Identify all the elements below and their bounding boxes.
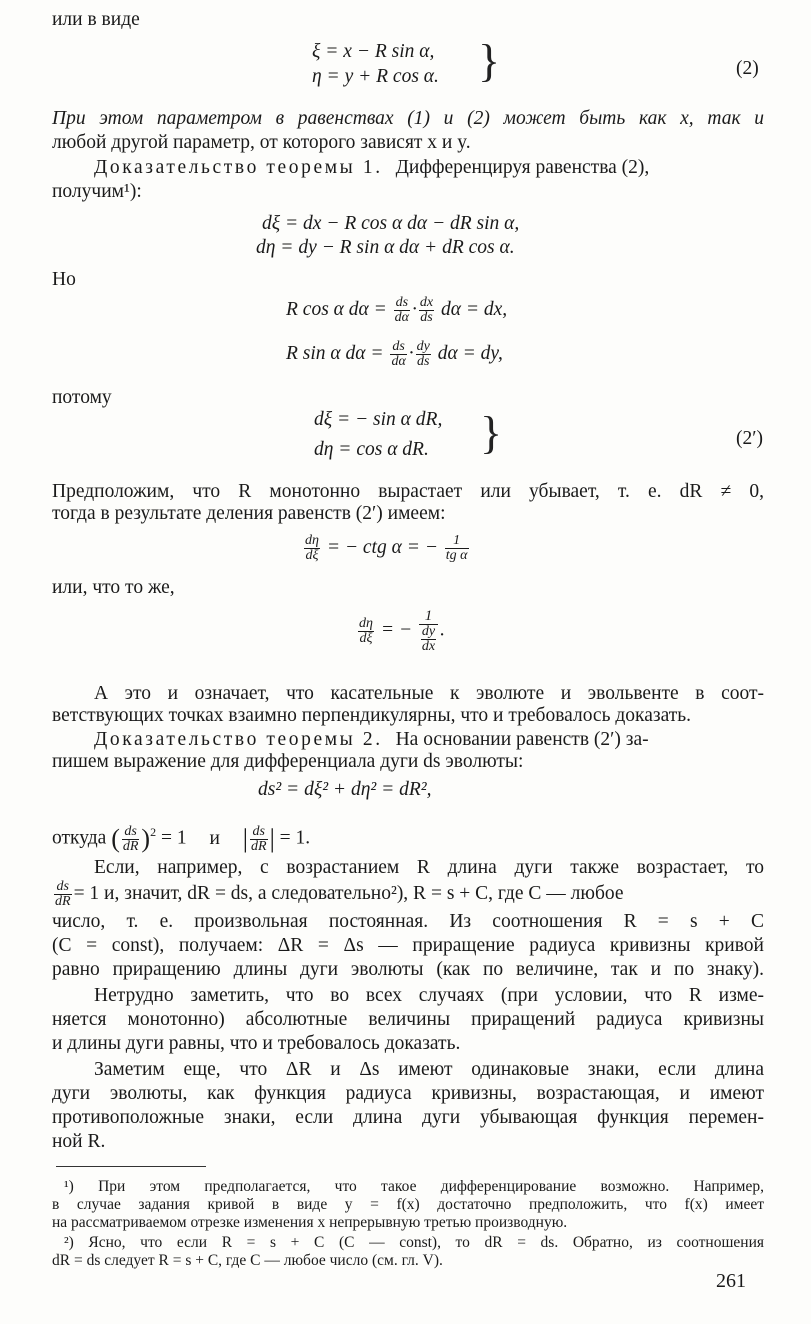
footnote-line: в случае задания кривой в виде y = f(x) достаточно предположить, что f(x) имеет [52, 1196, 764, 1213]
eq2p-line1: dξ = − sin α dR, [314, 409, 443, 430]
paragraph-line: дуги эволюты, как функция радиуса кривизны, возрастающая, и имеют [52, 1083, 764, 1104]
right-brace: } [480, 407, 503, 458]
page-number: 261 [716, 1270, 746, 1292]
fraction: 1 dy dx [419, 608, 438, 654]
paragraph-line: равно приращению длины дуги эволюты (как по величине, так и по знаку). [52, 959, 764, 980]
footnote-divider [56, 1166, 206, 1167]
equation-number: (2) [736, 58, 759, 79]
paragraph-line: няется монотонно) абсолютные величины приращений радиуса кривизны [52, 1009, 764, 1030]
intro-text: или в виде [52, 9, 140, 30]
paragraph-line: Если, например, с возрастанием R длина дуги также возрастает, то [94, 857, 764, 878]
diff-eq-line1: dξ = dx − R cos α dα − dR sin α, [262, 213, 520, 234]
rcos-equation: R cos α dα = $\frac{ds}{d\alpha}$ · $\frac{dx}{ds}$ dα = dx, [286, 295, 508, 325]
eq2p-line2: dη = cos α dR. [314, 439, 429, 460]
proof-heading-line [94, 728, 649, 752]
proof-heading-line [94, 156, 649, 180]
footnote-line: на рассматриваемом отрезке изменения x непрерывную третью производную. [52, 1214, 568, 1231]
paragraph-line: и длины дуги равны, что и требовалось доказать. [52, 1033, 461, 1054]
paragraph-line: Предположим, что R монотонно вырастает или убывает, т. е. dR ≠ 0, [52, 481, 764, 502]
paragraph-line: число, т. е. произвольная постоянная. Из соотношения R = s + C [52, 911, 764, 932]
ds2-equation: ds² = dξ² + dη² = dR², [258, 779, 432, 800]
theorem-heading: Доказательство теоремы 1. [94, 157, 383, 178]
fraction: $\frac{d\eta}{d\xi}$ [359, 615, 373, 646]
paragraph-line: Но [52, 269, 76, 290]
paragraph-line: пишем выражение для дифференциала дуги ds эволюты: [52, 751, 524, 772]
fraction: $\frac{dy}{ds}$ [416, 339, 430, 369]
paragraph-line: А это и означает, что касательные к эволюте и эвольвенте в соот- [94, 683, 764, 704]
footnote-line: ¹) При этом предполагается, что такое дифференцирование возможно. Например, [64, 1178, 764, 1195]
paragraph-line: ной R. [52, 1131, 106, 1152]
paragraph-text: На основании равенств (2′) за- [395, 729, 649, 750]
ctg-equation: $\frac{d\eta}{d\xi}$ = − ctg α = − $\frac{1}{\text{tg α}}$ [305, 533, 468, 563]
fraction: $\frac{dx}{ds}$ [419, 295, 434, 325]
paragraph-text: Дифференцируя равенства (2), [395, 157, 650, 178]
paragraph-line: Заметим еще, что ΔR и Δs имеют одинаковые знаки, если длина [94, 1059, 764, 1080]
diff-eq-line2: dη = dy − R sin α dα + dR cos α. [256, 237, 515, 258]
paragraph-line: (C = const), получаем: ΔR = Δs — приращение радиуса кривизны кривой [52, 935, 764, 956]
fraction: $\frac{ds}{dR}$ [251, 823, 267, 854]
theorem-heading: Доказательство теоремы 2. [94, 729, 383, 750]
equation-number: (2′) [736, 428, 764, 449]
right-brace: } [478, 35, 501, 86]
fraction: $\frac{ds}{dR}$ [55, 879, 71, 909]
paragraph-line: Нетрудно заметить, что во всех случаях (при условии, что R изме- [94, 985, 764, 1006]
footnote-line: dR = ds следует R = s + C, где C — любое число (см. гл. V). [52, 1252, 443, 1269]
fraction: $\frac{ds}{d\alpha}$ [394, 295, 410, 325]
paragraph-line: противоположные знаки, если длина дуги убывающая функция перемен- [52, 1107, 764, 1128]
paragraph-line: $\frac{ds}{dR}$ = 1 и, значит, dR = ds, а следовательно²), R = s + C, где C — любое [55, 879, 624, 909]
paragraph-line: ветствующих точках взаимно перпендикулярны, что и требовалось доказать. [52, 705, 692, 726]
fraction: $\frac{1}{\text{tg α}}$ [445, 533, 468, 563]
paragraph-line: потому [52, 387, 112, 408]
fraction: $\frac{d\eta}{d\xi}$ [305, 533, 319, 563]
fraction: $\frac{ds}{d\alpha}$ [391, 339, 406, 369]
paragraph-line: любой другой параметр, от которого зависят x и y. [52, 132, 471, 153]
rsin-equation: R sin α dα = $\frac{ds}{d\alpha}$ · $\frac{dy}{ds}$ dα = dy, [286, 339, 503, 369]
paragraph-line: получим¹): [52, 181, 142, 202]
footnote-line: ²) Ясно, что если R = s + C (C — const), то dR = ds. Обратно, из соотношения [64, 1234, 764, 1251]
otkuda-line: откуда ( $\frac{ds}{dR}$ )$^2$ = 1 и | $\frac{ds}{dR}$ | = 1. [52, 823, 311, 854]
eq2-line1: ξ = x − R sin α, [312, 41, 435, 62]
paragraph-line: При этом параметром в равенствах (1) и (2) может быть как x, так и [52, 108, 764, 129]
paragraph-line: или, что то же, [52, 577, 175, 598]
fraction: $\frac{ds}{dR}$ [122, 823, 139, 854]
eq2-line2: η = y + R cos α. [312, 66, 439, 87]
paragraph-line: тогда в результате деления равенств (2′) имеем: [52, 503, 446, 524]
dydx-equation: $\frac{d\eta}{d\xi}$ = − 1 dy dx . [359, 608, 445, 654]
